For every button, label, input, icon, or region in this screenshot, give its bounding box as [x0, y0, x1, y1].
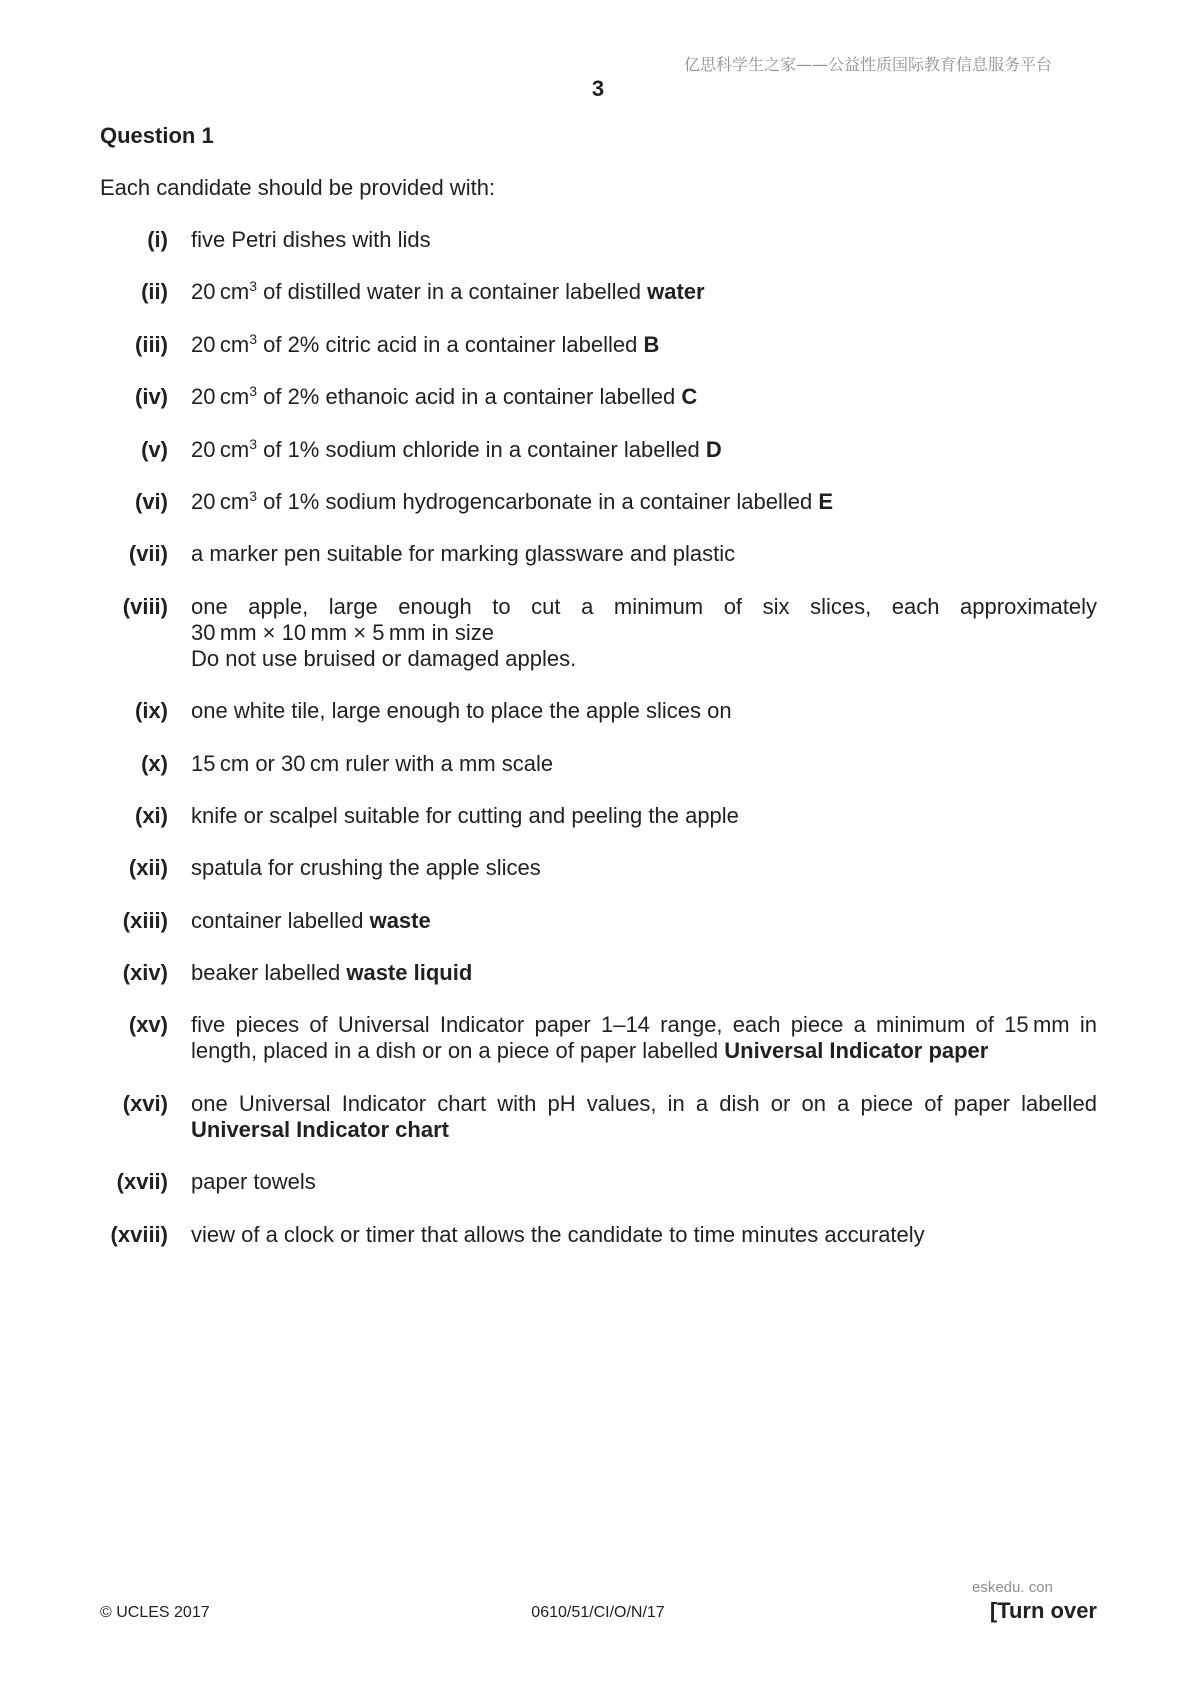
superscript: 3: [249, 278, 257, 295]
item-text: [191, 489, 1097, 515]
header-watermark: 亿思科学生之家——公益性质国际教育信息服务平台: [683, 55, 1052, 74]
list-item: [100, 541, 1097, 567]
item-text: [191, 803, 1097, 829]
list-item: [100, 960, 1097, 986]
footer-watermark: eskedu. con: [972, 1579, 1053, 1596]
item-label: (xviii): [110, 1221, 168, 1247]
item-description: of 2% ethanoic acid in a container labelled: [257, 384, 682, 410]
equipment-list: [100, 227, 1097, 1274]
item-text: [191, 384, 1097, 410]
item-label: (v): [141, 436, 168, 462]
paper-code: 0610/51/CI/O/N/17: [531, 1604, 665, 1621]
item-label: (iv): [135, 384, 168, 410]
item-description: spatula for crushing the apple slices: [191, 855, 541, 881]
list-item: [100, 1222, 1097, 1248]
item-description: of distilled water in a container labelled: [257, 279, 648, 305]
item-text: [191, 855, 1097, 881]
item-quantity: 20 cm: [191, 279, 250, 305]
item-container-label: E: [818, 488, 834, 514]
item-label: (ii): [141, 279, 168, 305]
question-intro: Each candidate should be provided with:: [100, 175, 496, 200]
list-item: [100, 437, 1097, 463]
item-text: [191, 227, 1097, 253]
item-description: view of a clock or timer that allows the candidate to time minutes accurately: [191, 1221, 925, 1247]
item-label: (viii): [122, 593, 168, 619]
item-text: [191, 437, 1097, 463]
list-item: [100, 279, 1097, 305]
item-text: [191, 751, 1097, 777]
item-container-label: C: [681, 384, 698, 410]
item-description: of 1% sodium chloride in a container labelled: [257, 436, 706, 462]
list-item: [100, 698, 1097, 724]
item-note: Do not use bruised or damaged apples.: [191, 645, 577, 671]
item-text: [191, 908, 1097, 934]
item-label: (vi): [135, 488, 168, 514]
item-description: length, placed in a dish or on a piece of paper labelled: [191, 1038, 725, 1064]
item-description: of 1% sodium hydrogencarbonate in a container labelled: [257, 488, 819, 514]
item-description: beaker labelled: [191, 960, 347, 986]
list-item: [100, 1012, 1097, 1064]
item-description: a marker pen suitable for marking glassware and plastic: [191, 541, 736, 567]
list-item: [100, 855, 1097, 881]
list-item: [100, 803, 1097, 829]
item-text: [191, 698, 1097, 724]
list-item: [100, 1091, 1097, 1143]
item-description: container labelled: [191, 907, 370, 933]
item-description: 15 cm or 30 cm ruler with a mm scale: [191, 750, 554, 776]
item-container-label: B: [643, 331, 660, 357]
item-text: [191, 1169, 1097, 1195]
list-item: [100, 1169, 1097, 1195]
item-description: knife or scalpel suitable for cutting and peeling the apple: [191, 802, 739, 828]
list-item: [100, 751, 1097, 777]
superscript: 3: [249, 330, 257, 347]
item-label: (iii): [135, 331, 168, 357]
copyright-notice: © UCLES 2017: [100, 1604, 210, 1621]
item-text: [191, 1012, 1097, 1064]
item-text: [191, 1091, 1097, 1143]
item-container-label: D: [705, 436, 722, 462]
item-description-line-2: [191, 1038, 1097, 1064]
item-label: (xii): [128, 855, 168, 881]
item-text: [191, 332, 1097, 358]
list-item: [100, 384, 1097, 410]
item-description-line-2: 30 mm × 10 mm × 5 mm in size: [191, 619, 494, 645]
question-title: Question 1: [100, 123, 214, 148]
item-label: (xiii): [122, 907, 168, 933]
superscript: 3: [249, 435, 257, 452]
item-text: [191, 1222, 1097, 1248]
item-description: paper towels: [191, 1169, 316, 1195]
superscript: 3: [249, 383, 257, 400]
item-description: of 2% citric acid in a container labelled: [257, 331, 644, 357]
item-text: [191, 279, 1097, 305]
item-description-line-1: five pieces of Universal Indicator paper 1–14 range, each piece a minimum of 15 mm in: [191, 1012, 1097, 1038]
item-description: five Petri dishes with lids: [191, 227, 431, 252]
item-label: (x): [141, 750, 168, 776]
item-label: (xvii): [116, 1169, 168, 1195]
item-container-label: waste liquid: [346, 960, 473, 986]
item-label: (xi): [135, 802, 168, 828]
item-description-line-2: [191, 1117, 1097, 1143]
item-label: (ix): [135, 698, 168, 724]
item-container-label: waste: [369, 907, 431, 933]
item-container-label: water: [647, 279, 705, 305]
page-number: 3: [591, 76, 605, 101]
item-description-line-1: one apple, large enough to cut a minimum of six slices, each approximately: [191, 593, 1097, 619]
list-item: [100, 227, 1097, 253]
list-item: [100, 594, 1097, 672]
item-container-label: Universal Indicator chart: [191, 1116, 449, 1142]
item-label: (xvi): [122, 1090, 168, 1116]
list-item: [100, 908, 1097, 934]
item-text: [191, 541, 1097, 567]
superscript: 3: [249, 487, 257, 504]
item-text: [191, 594, 1097, 672]
list-item: [100, 489, 1097, 515]
item-label: (xiv): [122, 960, 168, 986]
item-description: one white tile, large enough to place the apple slices on: [191, 698, 732, 724]
item-quantity: 20 cm: [191, 488, 250, 514]
item-quantity: 20 cm: [191, 436, 250, 462]
item-label: (vii): [128, 541, 168, 567]
item-quantity: 20 cm: [191, 384, 250, 410]
item-label: (xv): [128, 1012, 168, 1038]
item-quantity: 20 cm: [191, 331, 250, 357]
item-description-line-1: one Universal Indicator chart with pH values, in a dish or on a piece of paper labelled: [191, 1090, 1097, 1116]
item-container-label: Universal Indicator paper: [724, 1038, 989, 1064]
turn-over-note: [Turn over: [989, 1598, 1097, 1623]
item-text: [191, 960, 1097, 986]
list-item: [100, 332, 1097, 358]
item-label: (i): [147, 227, 168, 252]
